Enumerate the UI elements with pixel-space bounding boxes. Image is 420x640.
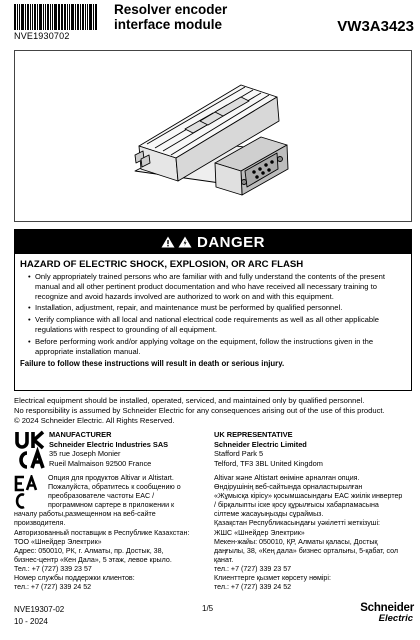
barcode-bar xyxy=(32,4,33,30)
document-title xyxy=(114,2,227,32)
kz-line: / бірқалыпты іске қосу құрылғысы хабарламасына xyxy=(214,501,379,510)
kz-line: Мекен-жайы: 050010, ҚР, Алматы қаласы, Достық xyxy=(214,537,378,546)
document-code: NVE19307-02 xyxy=(14,605,65,614)
kz-line: Өндірушінің веб-сайтында орналастырылған xyxy=(214,483,363,492)
manufacturer-line: Rueil Malmaison 92500 France xyxy=(49,458,152,468)
list-item: • Installation, adjustment, repair, and maintenance must be performed by qualified personnel. xyxy=(35,303,405,313)
ru-line: Пожалуйста, обратитесь к сообщению о xyxy=(48,483,181,492)
barcode-bar xyxy=(37,4,38,30)
ru-line: производителя. xyxy=(14,519,66,528)
kz-line: Клиенттерге қызмет көрсету нөмірі: xyxy=(214,574,331,583)
ru-line: Адрес: 050010, РК, г. Алматы, пр. Достык, 38, xyxy=(14,546,164,555)
schneider-electric-logo xyxy=(342,602,414,624)
uk-rep-line: Schneider Electric Limited xyxy=(214,439,307,449)
ru-line: ТОО «Шнейдер Электрик» xyxy=(14,537,102,546)
legal-notice xyxy=(14,396,412,426)
barcode-bar xyxy=(27,4,29,30)
barcode-bar xyxy=(52,4,53,30)
notice-line: Electrical equipment should be installed, operated, serviced, and maintained only by qualified personnel. xyxy=(14,396,365,405)
barcode-bar xyxy=(75,4,76,30)
manufacturer-heading: MANUFACTURER xyxy=(49,430,112,439)
danger-notice xyxy=(14,229,412,391)
barcode xyxy=(14,4,98,30)
barcode-bar xyxy=(71,4,74,30)
danger-instructions xyxy=(15,270,411,356)
kz-line: даңғылы, 38, «Кең дала» бизнес орталығы, 5-қабат, сол xyxy=(214,546,399,555)
lightning-warning-icon xyxy=(178,236,192,248)
list-item: • Before performing work and/or applying voltage on the equipment, follow the instructions given in the appropriate installation manual. xyxy=(35,337,405,357)
product-image-frame xyxy=(14,50,412,222)
barcode-bar xyxy=(77,4,79,30)
barcode-bar xyxy=(19,4,20,30)
barcode-bar xyxy=(14,4,16,30)
barcode-bar xyxy=(87,4,88,30)
manufacturer-info xyxy=(49,430,168,468)
ru-line: программном сартере в приложении к xyxy=(48,501,175,510)
barcode-bar xyxy=(67,4,68,30)
manufacturer-line: Schneider Electric Industries SAS xyxy=(49,439,169,449)
barcode-bar xyxy=(43,4,44,30)
kz-line: қанат. xyxy=(214,555,234,564)
ukca-mark-logo xyxy=(14,430,46,470)
barcode-bar xyxy=(62,4,63,30)
ru-line: Опция для продуктов Altivar и Altistart. xyxy=(48,474,174,482)
ru-line: началу работы,размещенном на веб-сайте xyxy=(14,510,156,519)
copyright-line: © 2024 Schneider Electric. All Rights Reserved. xyxy=(14,416,175,425)
danger-consequence: Failure to follow these instructions will result in death or serious injury. xyxy=(20,359,285,369)
header xyxy=(0,0,420,48)
brand-line-2: Electric xyxy=(378,613,413,624)
kz-line: «Жұмысқа кірісу» қосымшасындағы EAC жиілік инвертер xyxy=(214,492,403,501)
ru-line: тел.: +7 (727) 339 24 52 xyxy=(14,583,92,592)
danger-banner xyxy=(15,230,411,254)
eac-russian-text xyxy=(14,474,206,592)
ru-line: бизнес-центр «Кен Дала», 5 этаж, левое крыло. xyxy=(14,555,172,564)
uk-rep-line: Stafford Park 5 xyxy=(214,449,264,459)
ru-line: Авторизованный поставщик в Республике Казахстан: xyxy=(14,528,190,537)
title-line-1: Resolver encoder xyxy=(114,2,228,17)
barcode-bar xyxy=(25,4,26,30)
uk-rep-heading: UK REPRESENTATIVE xyxy=(214,430,293,439)
barcode-bar xyxy=(34,4,36,30)
barcode-bar xyxy=(30,4,31,30)
barcode-bar xyxy=(85,4,86,30)
list-item: • Only appropriately trained persons who are familiar with and fully understand the contents of the present manual and all other pertinent product documentation and who have received all necessary training to recognize and avoid hazards involved are authorized to work on and with this equipment. xyxy=(35,272,405,301)
barcode-bar xyxy=(39,4,42,30)
model-number: VW3A3423 xyxy=(337,18,414,35)
document-date: 10 - 2024 xyxy=(14,617,48,626)
title-line-2: interface module xyxy=(114,17,223,32)
brand-line-1: Schneider xyxy=(360,602,414,614)
barcode-bar xyxy=(21,4,24,30)
uk-rep-line: Telford, TF3 3BL United Kingdom xyxy=(214,458,323,468)
barcode-bar xyxy=(50,4,51,30)
kz-line: сілтеме жасауыңызды сұраймыз. xyxy=(214,510,324,519)
barcode-bar xyxy=(95,4,97,30)
uk-representative-info xyxy=(214,430,323,468)
resolver-module-illustration xyxy=(15,51,411,221)
barcode-bar xyxy=(80,4,81,30)
barcode-bar xyxy=(89,4,92,30)
ru-line: Тел.: +7 (727) 339 23 57 xyxy=(14,564,92,573)
page-number: 1/5 xyxy=(202,604,214,613)
footer-doc-info xyxy=(14,604,64,628)
hazard-title: HAZARD OF ELECTRIC SHOCK, EXPLOSION, OR ARC FLASH xyxy=(20,259,304,270)
kz-line: тел.: +7 (727) 339 23 57 xyxy=(214,564,292,573)
barcode-bar xyxy=(58,4,60,30)
barcode-bar xyxy=(82,4,84,30)
kz-line: ЖШС «Шнейдер Электрик» xyxy=(214,528,305,537)
kz-line: Altivar және Altistart өніміне арналған опция. xyxy=(214,474,360,482)
eac-kazakh-text xyxy=(214,474,414,592)
barcode-bar xyxy=(45,4,46,30)
barcode-bar xyxy=(17,4,18,30)
barcode-bar xyxy=(93,4,94,30)
kz-line: Қазақстан Республикасындағы уәкілетті жеткізуші: xyxy=(214,519,380,528)
list-item: • Verify compliance with all local and national electrical code requirements as well as all other applicable regulations with respect to grounding of all equipment. xyxy=(35,315,405,335)
manufacturer-line: 35 rue Joseph Monier xyxy=(49,449,121,459)
danger-label: DANGER xyxy=(196,233,265,251)
barcode-bar xyxy=(54,4,57,30)
barcode-label: NVE1930702 xyxy=(14,31,70,41)
ru-line: Номер службы поддержки клиентов: xyxy=(14,574,135,583)
barcode-bar xyxy=(47,4,49,30)
warning-triangle-icon xyxy=(161,236,175,248)
notice-line: No responsibility is assumed by Schneider Electric for any consequences arising out of the use of this product. xyxy=(14,406,385,415)
ru-line: преобразователе частоты EAC / xyxy=(48,492,155,501)
barcode-bar xyxy=(61,4,62,30)
barcode-bar xyxy=(69,4,70,30)
barcode-bar xyxy=(64,4,66,30)
kz-line: тел.: +7 (727) 339 24 52 xyxy=(214,583,292,592)
